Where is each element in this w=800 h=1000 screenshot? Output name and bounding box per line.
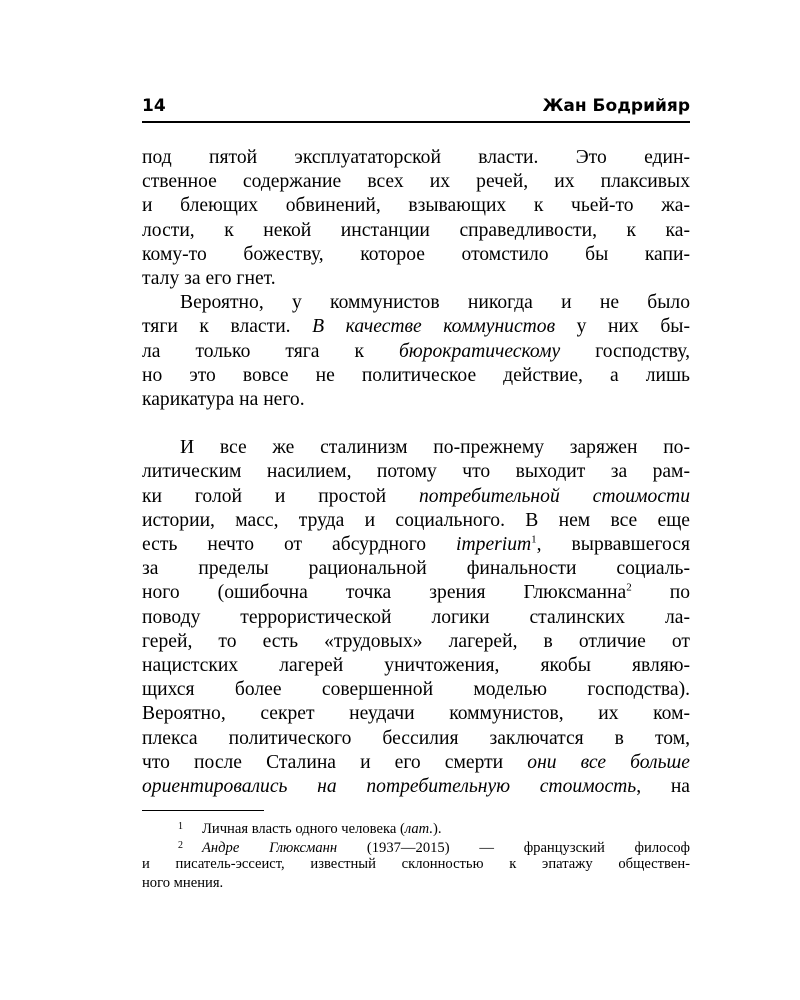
text-line: щихся более совершенной моделью господства). [142,679,690,701]
text-line: литическим насилием, потому что выходит за рам- [142,461,690,483]
emphasis: imperium [456,534,532,555]
emphasis: потребительной стоимости [418,485,691,507]
footnote-2: 2 Андре Глюксманн (1937—2015) — французский философ [142,837,690,856]
text-line: есть нечто от абсурдного imperium$^1$, вырвавшегося [142,533,691,555]
text-line: под пятой эксплуататорской власти. Это един- [142,147,690,168]
text-line: ла только тяга к бюрократическому господству, [142,340,690,362]
text-line: но это вовсе не политическое действие, а лишь [142,364,690,386]
text-line: что после Сталина и его смерти они все больше [142,751,690,773]
emphasis: В качестве коммунистов [312,316,556,338]
footnote-ref-2[interactable]: 2 [626,581,632,594]
text-line: герей, то есть «трудовых» лагерей, в отличие от [142,630,690,652]
text-line: талу за его гнет. [142,267,276,289]
text-line: лости, к некой инстанции справедливости, к ка- [142,219,690,241]
text-line: истории, масс, труда и социального. В нем все еще [142,509,690,531]
paragraph-gap [142,412,690,436]
emphasis: бюрократическому [399,340,561,362]
text-line: ки голой и простой потребительной стоимости [142,485,691,507]
text-line: плекса политического бессилия заключатся в том, [142,727,690,749]
header-rule [142,121,690,123]
text-line: Вероятно, секрет неудачи коммунистов, их ком- [142,703,690,725]
text-line: карикатура на него. [142,388,305,410]
text-line: кому-то божеству, которое отомстило бы капи- [142,243,690,265]
text-line: И все же сталинизм по-прежнему заряжен по- [180,437,690,459]
main-text [142,146,690,799]
page-number: 14 [142,96,166,116]
footnote-mark: 1 [178,821,183,832]
emphasis: ориентировались на потребительную стоимость [142,775,637,797]
footnote-2-line: ного мнения. [142,874,224,891]
text-line: ного (ошибочна точка зрения Глюксманна$^2$ по [142,581,691,604]
running-header [142,96,690,120]
text-line: ственное содержание всех их речей, их плаксивых [142,171,690,193]
text-line: ориентировались на потребительную стоимость, на [142,775,690,797]
text-line: за пределы рациональной финальности социаль- [142,558,690,580]
footnote-mark: 2 [178,839,183,851]
footnote-ref-1[interactable]: 1 [531,533,537,546]
footnote-rule [142,810,264,811]
text-line: и блеющих обвинений, взывающих к чьей-то жа- [142,195,690,217]
running-header-author: Жан Бодрийяр [542,96,690,116]
emphasis: они все больше [527,751,690,773]
footnote-2-line: и писатель-эссеист, известный склонностью к эпатажу обществен- [142,856,690,873]
text-line: тяги к власти. В качестве коммунистов у них бы- [142,316,690,338]
text-line: нацистских лагерей уничтожения, якобы являю- [142,654,690,676]
text-line: поводу террористической логики сталинских ла- [142,606,690,628]
footnotes [142,818,690,892]
footnote-1: 1 Личная власть одного человека (лат.). [142,818,690,837]
text-line: Вероятно, у коммунистов никогда и не было [180,292,690,314]
